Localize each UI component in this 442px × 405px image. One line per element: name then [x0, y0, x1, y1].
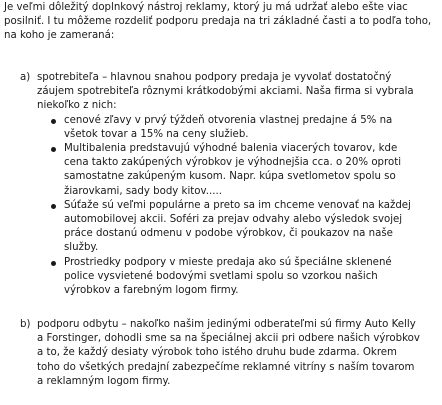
section-b-marker: b): [20, 319, 31, 330]
bullet-dot-icon: [51, 204, 56, 209]
bullet-text: cenové zľavy v prvý týždeň otvorenia vlastnej predajne á 5% na všetok tovar a 15% na ceny služieb.: [64, 114, 393, 140]
section-a-body: [37, 71, 420, 298]
section-a-marker: a): [20, 72, 31, 83]
bullet-item: [37, 256, 420, 299]
bullet-item: [37, 114, 420, 142]
section-b: [20, 318, 420, 389]
section-a: [20, 71, 420, 298]
bullet-dot-icon: [51, 147, 56, 152]
bullet-text: Multibalenia predstavujú výhodné balenia viacerých tovarov, kde cena takto zakúpených výrobkov je výhodnejšia cca. o 20% oproti samostatne zakúpeným kusom. Napr. kúpa svetlometov spolu so žiarovkami, sady body kitov.....: [64, 143, 402, 197]
bullet-dot-icon: [51, 261, 56, 266]
bullet-text: Súťaže sú veľmi populárne a preto sa im chceme venovať na každej automobilovej akcii. Soféri za prejav odvahy alebo výsledok svojej práce dostanú odmenu v podobe výrobkov, či poukazov na naše služby.: [64, 199, 411, 254]
section-a-bullet-list: [37, 114, 420, 299]
bullet-text: Prostriedky podpory v mieste predaja ako sú špeciálne sklenené police vysvietené bodovými svetlami spolu so vzorkou našich výrobkov a farebným logom firmy.: [64, 256, 392, 297]
intro-paragraph: Je veľmi dôležitý doplnkový nástroj reklamy, ktorý ju má udržať alebo ešte viac posilniť. I tu môžeme rozdeliť podporu predaja na tri základné časti a to podľa toho, na koho je zameraná:: [4, 2, 432, 42]
bullet-dot-icon: [51, 119, 56, 124]
bullet-item: [37, 199, 420, 256]
section-b-text: podporu odbytu – nakoľko našim jedinými odberateľmi sú firmy Auto Kelly a Forstinger, dohodli sme sa na špeciálnej akcii pri odbere našich výrobkov a to, že každý desiaty výrobok toho istého druhu bude zdarma. Okrem toho do všetkých predajní zabezpečíme reklamné vitríny s naším tovarom a reklamným logom firmy.: [37, 319, 420, 387]
section-a-text: spotrebiteľa – hlavnou snahou podpory predaja je vyvolať dostatočný záujem spotrebiteľa rôznymi krátkodobými akciami. Naša firma si vybrala niekoľko z nich:: [37, 72, 414, 112]
section-b-body: [37, 318, 420, 389]
bullet-item: [37, 142, 420, 199]
